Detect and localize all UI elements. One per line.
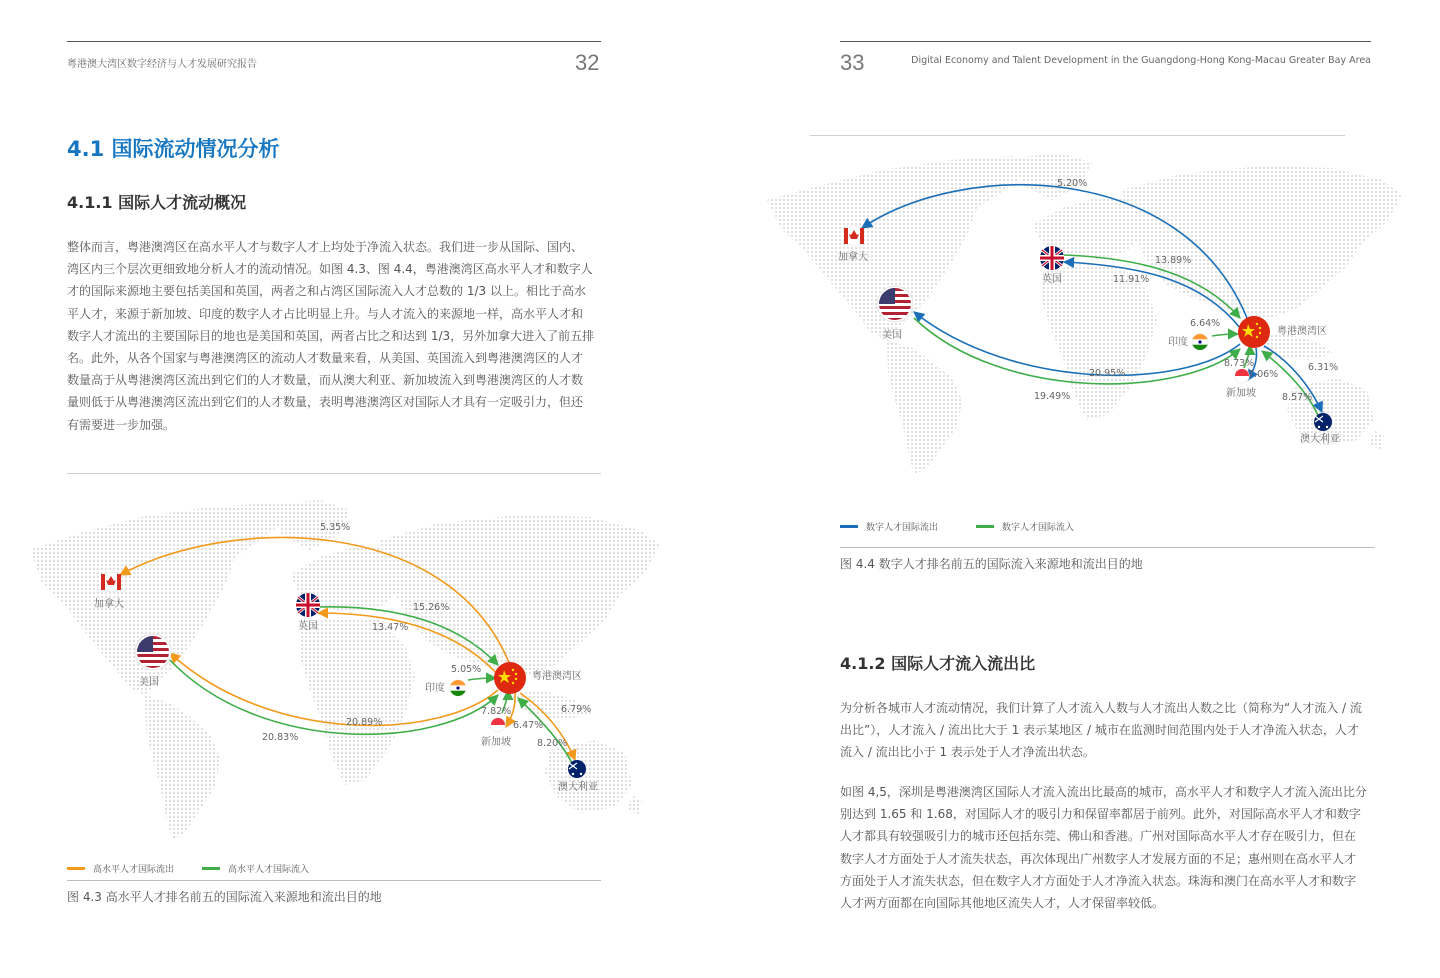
value-sg-b: 6.47% [513, 720, 544, 731]
value-india-in-right: 6.64% [1190, 318, 1221, 329]
label-uk: 英国 [298, 621, 318, 632]
label-usa-right: 美国 [882, 330, 902, 341]
legend-swatch-blue [840, 525, 858, 528]
value-canada-out-right: 5.20% [1057, 178, 1088, 189]
legend-swatch-orange [67, 867, 85, 870]
value-usa-in-right: 19.49% [1034, 391, 1071, 402]
label-india: 印度 [425, 683, 445, 694]
caption-rule-right [840, 547, 1375, 548]
label-gba: 粤港澳湾区 [532, 671, 582, 682]
label-usa: 美国 [139, 677, 159, 688]
paragraph-line: 人才两方面都在向国际其他地区流失人才，人才保留率较低。 [840, 896, 1165, 911]
header-title-right: Digital Economy and Talent Development in the Guangdong-Hong Kong-Macau Greater Bay Area [911, 55, 1371, 66]
paragraph-line: 名。此外，从各个国家与粤港澳湾区的流动人才数量来看，从美国、英国流入到粤港澳湾区的人才 [67, 351, 584, 366]
figure-top-rule-right [810, 135, 1345, 136]
label-singapore: 新加坡 [481, 737, 511, 748]
talent-flow-map-left [20, 495, 660, 850]
subsection-title-right: 4.1.2 国际人才流入流出比 [840, 654, 1036, 673]
figure-caption-right: 图 4.4 数字人才排名前五的国际流入来源地和流出目的地 [840, 557, 1143, 571]
australia-flag [568, 760, 586, 778]
value-uk-out: 13.47% [372, 622, 409, 633]
paragraph-line: 平人才，来源于新加坡、印度的数字人才占比明显上升。与人才流入的来源地一样，高水平人才和 [67, 306, 584, 321]
header-rule [67, 41, 601, 42]
canada-flag-right [844, 226, 864, 246]
paragraph-line: 量则低于从粤港澳湾区流出到它们的人才数量，表明粤港澳湾区对国际人才具有一定吸引力，但还 [67, 395, 584, 410]
label-australia: 澳大利亚 [558, 782, 598, 793]
body-paragraph [67, 236, 601, 436]
caption-rule [67, 880, 601, 881]
paragraph-line: 流入 / 流出比小于 1 表示处于人才净流出状态。 [840, 745, 1095, 760]
legend-swatch-green [202, 867, 220, 870]
label-canada-right: 加拿大 [838, 252, 868, 263]
value-uk-in: 15.26% [413, 602, 450, 613]
china-flag-right [1238, 316, 1270, 348]
value-au-out: 6.79% [561, 704, 592, 715]
usa-flag-right [877, 286, 913, 322]
singapore-flag-right [1235, 369, 1249, 383]
value-usa-out-right: 20.95% [1089, 368, 1126, 379]
figure-caption: 图 4.3 高水平人才排名前五的国际流入来源地和流出目的地 [67, 890, 382, 904]
paragraph-line: 数量高于从粤港澳湾区流出到它们的人才数量，而从澳大利亚、新加坡流入到粤港澳湾区的人才数 [67, 373, 584, 388]
world-dot-map-right [767, 153, 1402, 475]
label-uk-right: 英国 [1042, 274, 1062, 285]
paragraph-line: 出比”），人才流入 / 流出比大于 1 表示某地区 / 城市在监测时间范围内处于人才净流入状态，人才 [840, 723, 1359, 738]
paragraph-line: 整体而言，粤港澳湾区在高水平人才与数字人才上均处于净流入状态。我们进一步从国际、国内、 [67, 240, 584, 254]
value-sg-b-right: 7.06% [1248, 369, 1279, 380]
canada-flag [101, 572, 121, 592]
value-au-in-right: 8.57% [1282, 392, 1313, 403]
paragraph-line: 如图 4,5，深圳是粤港澳湾区国际人才流入流出比最高的城市，高水平人才和数字人才流入流出比分 [840, 785, 1367, 799]
legend-left [67, 862, 309, 875]
legend-outflow-label: 高水平人才国际流出 [93, 865, 175, 875]
label-gba-right: 粤港澳湾区 [1277, 326, 1327, 337]
legend-swatch-green-right [976, 525, 994, 528]
paragraph-line: 才的国际来源地主要包括美国和英国，两者之和占湾区国际流入人才总数的 1/3 以上。相比于高水 [67, 284, 586, 299]
value-au-out-right: 6.31% [1308, 362, 1339, 373]
value-usa-out: 20.89% [346, 717, 383, 728]
value-sg-a: 7.82% [481, 706, 512, 717]
header-title: 粤港澳大湾区数字经济与人才发展研究报告 [67, 59, 257, 70]
legend-right [840, 520, 1074, 533]
paragraph-line: 有需要进一步加强。 [67, 417, 176, 432]
paragraph-line: 方面处于人才流失状态，但在数字人才方面处于人才净流入状态。珠海和澳门在高水平人才和数字 [840, 873, 1357, 888]
paragraph-line: 别达到 1.65 和 1.68，对国际人才的吸引力和保留率都居于前列。此外，对国际高水平人才和数字 [840, 807, 1361, 822]
legend-inflow-label: 高水平人才国际流入 [228, 865, 310, 875]
label-singapore-right: 新加坡 [1226, 388, 1256, 399]
paragraph-line: 人才都具有较强吸引力的城市还包括东莞、佛山和香港。广州对国际高水平人才存在吸引力，但在 [840, 829, 1357, 844]
talent-flow-map-right [762, 150, 1402, 480]
legend-inflow-label-right: 数字人才国际流入 [1002, 523, 1075, 533]
china-flag [494, 662, 526, 694]
value-india-in: 5.05% [451, 664, 482, 675]
legend-outflow-label-right: 数字人才国际流出 [866, 523, 939, 533]
paragraph-line: 数字人才流出的主要国际目的地也是美国和英国，两者占比之和达到 1/3，另外加拿大进入了前五排 [67, 328, 595, 343]
value-usa-in: 20.83% [262, 732, 299, 743]
body-paragraph-right-2 [840, 781, 1372, 914]
value-canada-out: 5.35% [320, 522, 351, 533]
page-number-right: 33 [840, 50, 865, 75]
value-uk-in-right: 13.89% [1155, 255, 1192, 266]
header-rule-right [840, 41, 1371, 42]
paragraph-line: 湾区内三个层次更细致地分析人才的流动情况。如图 4.3、图 4.4，粤港澳湾区高水平人才和数字人 [67, 262, 593, 277]
india-flag-right [1192, 334, 1208, 350]
body-paragraph-right-1 [840, 697, 1372, 764]
label-india-right: 印度 [1168, 337, 1188, 348]
australia-flag-right [1314, 413, 1332, 431]
paragraph-line: 为分析各城市人才流动情况，我们计算了人才流入人数与人才流出人数之比（简称为“人才流入 / 流 [840, 701, 1362, 715]
label-australia-right: 澳大利亚 [1300, 434, 1340, 445]
uk-flag [296, 593, 320, 617]
section-title: 4.1 国际流动情况分析 [67, 137, 280, 161]
value-uk-out-right: 11.91% [1113, 274, 1150, 285]
figure-top-rule [67, 473, 601, 474]
page-number: 32 [575, 50, 600, 75]
paragraph-line: 数字人才方面处于人才流失状态，再次体现出广州数字人才发展方面的不足；惠州则在高水平人才 [840, 851, 1357, 866]
singapore-flag [491, 718, 505, 732]
india-flag [450, 680, 466, 696]
value-au-in: 8.20% [537, 738, 568, 749]
uk-flag-right [1040, 246, 1064, 270]
subsection-title: 4.1.1 国际人才流动概况 [67, 193, 247, 212]
usa-flag [135, 634, 171, 670]
label-canada: 加拿大 [94, 599, 124, 610]
value-sg-a-right: 8.73% [1224, 358, 1255, 369]
